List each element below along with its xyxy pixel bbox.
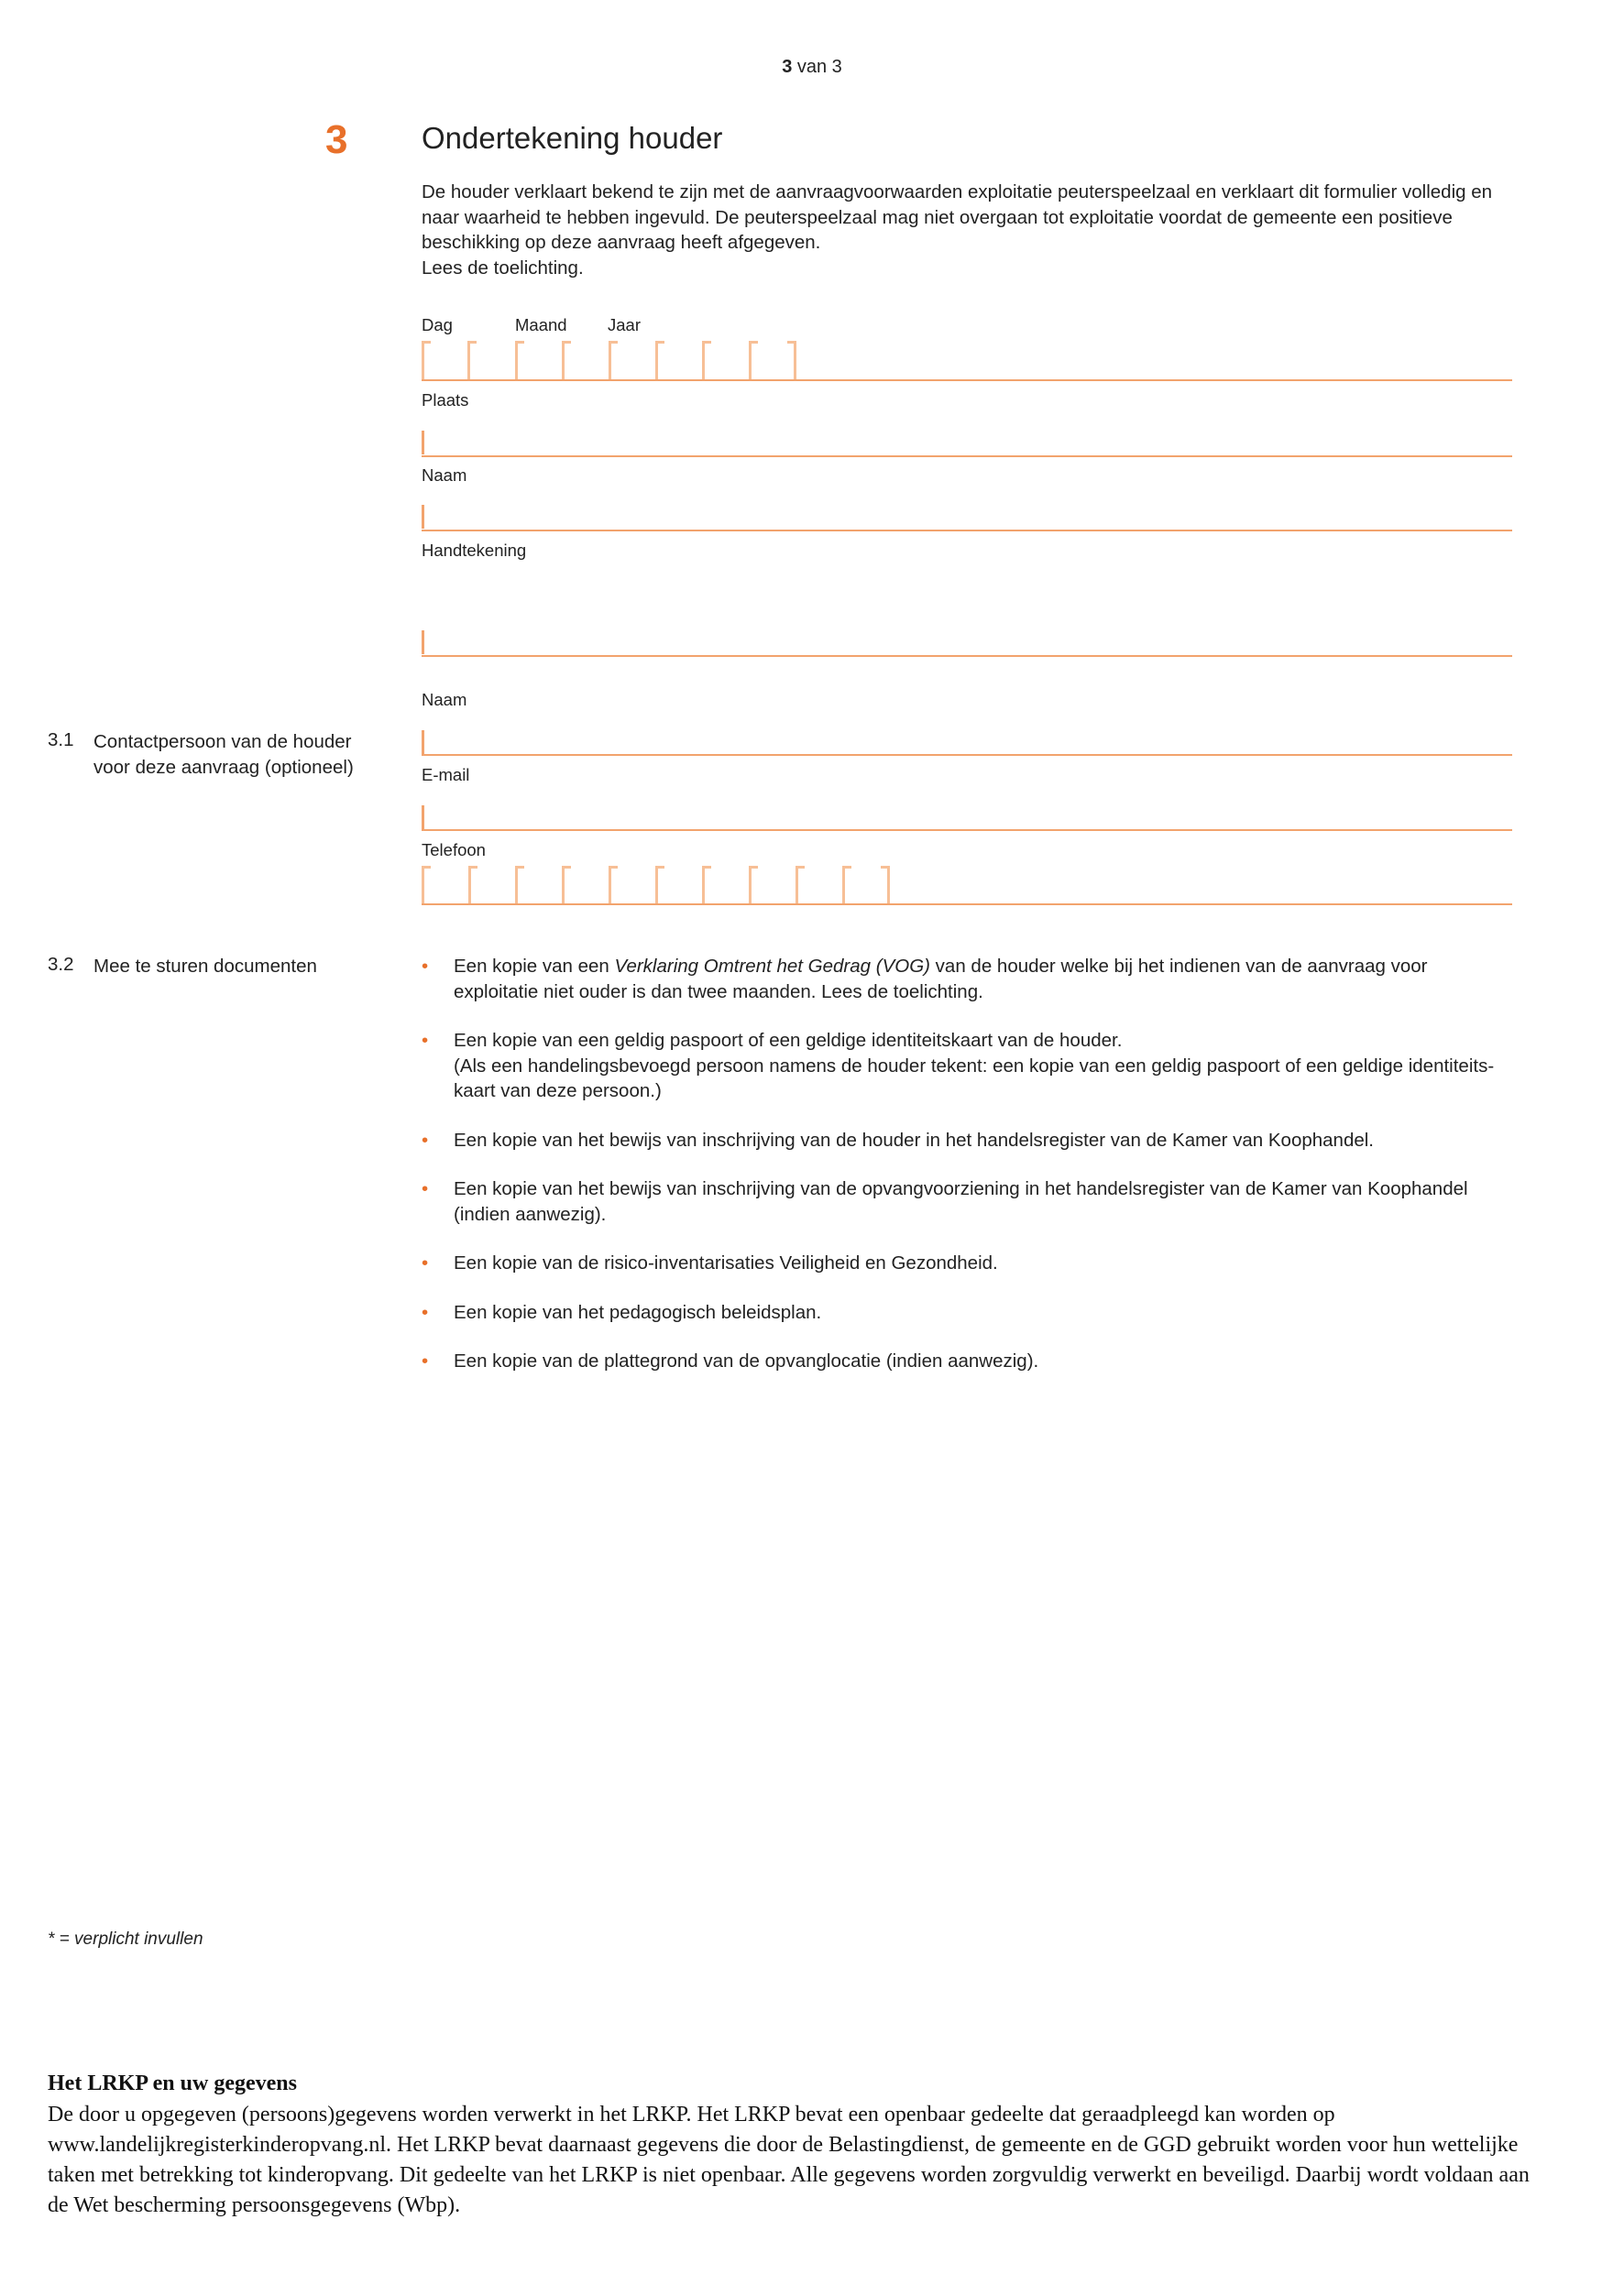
year-box-3[interactable] [702,341,711,379]
bullet-icon: • [422,1129,429,1151]
place-input[interactable] [429,431,1514,456]
name-label: Naam [422,465,467,485]
place-line [422,455,1512,457]
list-item: • Een kopie van het pedagogisch beleidsplan. [422,1300,1512,1326]
day-label: Dag [422,315,453,334]
year-box-2[interactable] [655,341,664,379]
contact-number: 3.1 [48,729,74,750]
day-box-2[interactable] [467,341,477,379]
date-field[interactable] [422,341,1512,381]
section-title: Ondertekening houder [422,121,723,155]
required-footnote: * = verplicht invullen [48,1930,203,1949]
bullet-icon: • [422,1350,429,1372]
contact-name-input[interactable] [429,730,1514,756]
month-box-1[interactable] [515,341,524,379]
year-box-1[interactable] [609,341,618,379]
year-label: Jaar [608,315,641,334]
email-input[interactable] [429,805,1514,831]
list-item: • Een kopie van de plattegrond van de opvanglocatie (indien aanwezig). [422,1349,1512,1374]
contact-name-label: Naam [422,690,467,709]
phone-line [422,903,1512,905]
list-item: • Een kopie van een Verklaring Omtrent het Gedrag (VOG) van de houder welke bij het indienen van de aanvraag voor exploitatie niet ouder is dan twee maanden. Lees de toelichting. [422,956,1428,1002]
bullet-icon: • [422,1301,429,1323]
signature-field[interactable] [422,630,1512,658]
documents-number: 3.2 [48,954,74,975]
signature-line [422,655,1512,657]
privacy-text: De door u opgegeven (persoons)gegevens worden verwerkt in het LRKP. Het LRKP bevat een openbaar gedeelte dat geraadpleegd kan worden op www.landelijkregisterkinderopvang.nl. Het LRKP bevat daarnaast gegevens die door de Belastingdienst, de gemeente en de GGD gebruikt worden voor hun wettelijke taken met betrekking tot kinderopvang. Dit gedeelte van het LRKP is niet openbaar. Alle gegevens worden zorgvuldig verwerkt en beveiligd. Daarbij wordt voldaan aan de Wet bescherming persoonsgegevens (Wbp). [48,2103,1530,2217]
section-number: 3 [325,117,348,162]
email-label: E-mail [422,765,470,784]
contact-name-cursor [422,730,424,754]
list-item: • Een kopie van het bewijs van inschrijving van de houder in het handelsregister van de Kamer van Koophandel. [422,1128,1512,1153]
phone-field[interactable] [422,866,1512,906]
phone-box-7[interactable] [702,866,711,904]
phone-box-2[interactable] [468,866,477,904]
place-label: Plaats [422,390,469,410]
month-label: Maand [515,315,567,334]
email-line [422,829,1512,831]
documents-list [422,954,1512,1398]
page-current: 3 [782,57,793,77]
phone-box-8[interactable] [749,866,758,904]
signature-label: Handtekening [422,541,527,560]
contact-label: Contactpersoon van de houder voor deze aanvraag (optioneel) [93,731,354,778]
place-cursor [422,431,424,454]
contact-name-line [422,754,1512,756]
privacy-title: Het LRKP en uw gegevens [48,2072,297,2095]
bullet-icon: • [422,956,429,977]
bullet-icon: • [422,1252,429,1274]
phone-box-6[interactable] [655,866,664,904]
intro-text: De houder verklaart bekend te zijn met de aanvraagvoorwaarden exploitatie peuterspeelzaal en verklaart dit formulier volledig en naar waarheid te hebben ingevuld. De peuterspeelzaal mag niet overgaan tot exploitatie voordat de gemeente een positieve beschikking op deze aanvraag heeft afgegeven. [422,181,1493,253]
date-line [422,379,1512,381]
signature-cursor [422,630,424,654]
page-number [0,57,1624,78]
list-item: • Een kopie van een geldig paspoort of een geldige identiteitskaart van de houder. (Als een handelingsbevoegd persoon namens de houder tekent: een kopie van een geldig paspoort of een geldige identiteits-kaart van deze persoon.) [422,1030,1495,1101]
email-cursor [422,805,424,829]
email-field[interactable] [422,805,1512,833]
bullet-icon: • [422,1030,429,1051]
signature-input[interactable] [429,630,1514,656]
list-item: • Een kopie van de risico-inventarisaties Veiligheid en Gezondheid. [422,1251,1512,1276]
bullet-icon: • [422,1178,429,1199]
day-box-1[interactable] [422,341,431,379]
name-line [422,530,1512,531]
name-field[interactable] [422,505,1512,532]
phone-box-4[interactable] [562,866,571,904]
date-box-end [787,341,796,379]
year-box-4[interactable] [749,341,758,379]
name-input[interactable] [429,505,1514,530]
name-cursor [422,505,424,529]
contact-name-field[interactable] [422,730,1512,758]
page-total: van 3 [796,57,842,77]
documents-label: Mee te sturen documenten [93,956,317,977]
phone-label: Telefoon [422,840,486,859]
intro-note: Lees de toelichting. [422,257,584,279]
phone-box-10[interactable] [842,866,851,904]
vog-term: Verklaring Omtrent het Gedrag (VOG) [614,956,930,977]
month-box-2[interactable] [562,341,571,379]
place-field[interactable] [422,431,1512,458]
phone-box-5[interactable] [609,866,618,904]
phone-box-end [881,866,890,904]
list-item: • Een kopie van het bewijs van inschrijving van de opvangvoorziening in het handelsregister van de Kamer van Koophandel (indien aanwezig). [422,1178,1468,1225]
phone-box-3[interactable] [515,866,524,904]
phone-box-1[interactable] [422,866,431,904]
phone-box-9[interactable] [796,866,805,904]
section-intro [422,180,1512,280]
